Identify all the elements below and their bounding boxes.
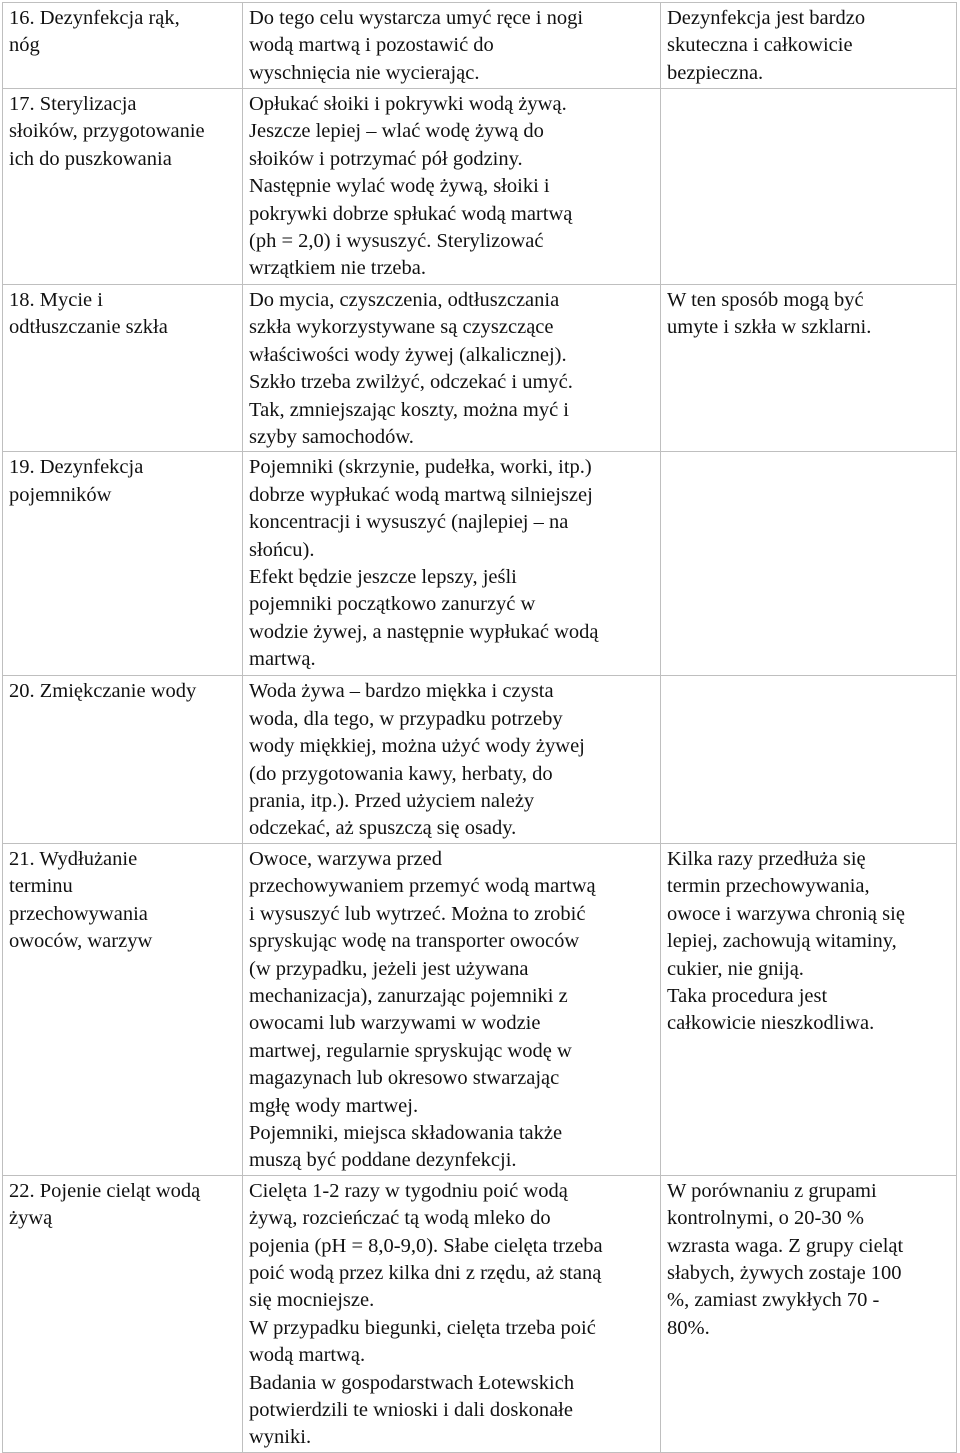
row-title-cell: 22. Pojenie cieląt wodą żywą	[3, 1175, 243, 1452]
row-effect-cell: Dezynfekcja jest bardzo skuteczna i całkowicie bezpieczna.	[661, 3, 957, 89]
row-effect-cell	[661, 89, 957, 285]
table-row	[3, 676, 957, 843]
table-row	[3, 843, 957, 1175]
table-row	[3, 285, 957, 452]
row-effect-cell	[661, 452, 957, 676]
row-procedure-cell: Opłukać słoiki i pokrywki wodą żywą. Jeszcze lepiej – wlać wodę żywą do słoików i potrzymać pół godziny. Następnie wylać wodę żywą, słoiki i pokrywki dobrze spłukać wodą martwą (ph = 2,0) i wysuszyć. Sterylizować wrzątkiem nie trzeba.	[243, 89, 661, 285]
row-effect-cell	[661, 676, 957, 843]
procedures-table	[2, 2, 957, 1453]
row-procedure-cell: Do tego celu wystarcza umyć ręce i nogi wodą martwą i pozostawić do wyschnięcia nie wycierając.	[243, 3, 661, 89]
row-title-cell: 18. Mycie i odtłuszczanie szkła	[3, 285, 243, 452]
row-effect-cell: W porównaniu z grupami kontrolnymi, o 20-30 % wzrasta waga. Z grupy cieląt słabych, żywych zostaje 100 %, zamiast zwykłych 70 - 80%.	[661, 1175, 957, 1452]
table-row	[3, 89, 957, 285]
table-row	[3, 3, 957, 89]
row-effect-cell: W ten sposób mogą być umyte i szkła w szklarni.	[661, 285, 957, 452]
row-procedure-cell: Woda żywa – bardzo miękka i czysta woda, dla tego, w przypadku potrzeby wody miękkiej, można użyć wody żywej (do przygotowania kawy, herbaty, do prania, itp.). Przed użyciem należy odczekać, aż spuszczą się osady.	[243, 676, 661, 843]
row-title-cell: 16. Dezynfekcja rąk, nóg	[3, 3, 243, 89]
row-title-cell: 17. Sterylizacja słoików, przygotowanie ich do puszkowania	[3, 89, 243, 285]
row-effect-cell: Kilka razy przedłuża się termin przechowywania, owoce i warzywa chronią się lepiej, zachowują witaminy, cukier, nie gniją. Taka procedura jest całkowicie nieszkodliwa.	[661, 843, 957, 1175]
row-procedure-cell: Cielęta 1-2 razy w tygodniu poić wodą żywą, rozcieńczać tą wodą mleko do pojenia (pH = 8,0-9,0). Słabe cielęta trzeba poić wodą przez kilka dni z rzędu, aż staną się mocniejsze. W przypadku biegunki, cielęta trzeba poić wodą martwą. Badania w gospodarstwach Łotewskich potwierdzili te wnioski i dali doskonałe wyniki.	[243, 1175, 661, 1452]
row-title-cell: 19. Dezynfekcja pojemników	[3, 452, 243, 676]
row-procedure-cell: Pojemniki (skrzynie, pudełka, worki, itp.) dobrze wypłukać wodą martwą silniejszej koncentracji i wysuszyć (najlepiej – na słońcu). Efekt będzie jeszcze lepszy, jeśli pojemniki początkowo zanurzyć w wodzie żywej, a następnie wypłukać wodą martwą.	[243, 452, 661, 676]
table-row	[3, 1175, 957, 1452]
row-procedure-cell: Owoce, warzywa przed przechowywaniem przemyć wodą martwą i wysuszyć lub wytrzeć. Można to zrobić spryskując wodę na transporter owoców (w przypadku, jeżeli jest używana mechanizacja), zanurzając pojemniki z owocami lub warzywami w wodzie martwej, regularnie spryskując wodę w magazynach lub okresowo stwarzając mgłę wody martwej. Pojemniki, miejsca składowania także muszą być poddane dezynfekcji.	[243, 843, 661, 1175]
row-procedure-cell: Do mycia, czyszczenia, odtłuszczania szkła wykorzystywane są czyszczące właściwości wody żywej (alkalicznej). Szkło trzeba zwilżyć, odczekać i umyć. Tak, zmniejszając koszty, można myć i szyby samochodów.	[243, 285, 661, 452]
table-row	[3, 452, 957, 676]
row-title-cell: 21. Wydłużanie terminu przechowywania owoców, warzyw	[3, 843, 243, 1175]
row-title-cell: 20. Zmiękczanie wody	[3, 676, 243, 843]
